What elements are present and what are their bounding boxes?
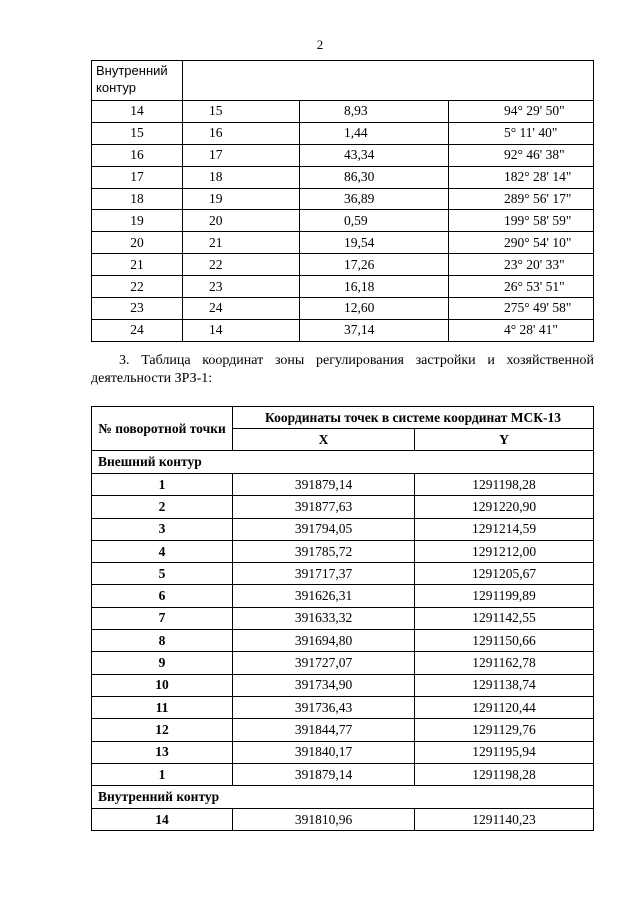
coord-y: 1291120,44 xyxy=(415,696,594,718)
coord-y: 1291198,28 xyxy=(415,474,594,496)
coordinate-row xyxy=(92,540,594,562)
coordinate-row xyxy=(92,496,594,518)
point-number: 13 xyxy=(92,741,233,763)
segment-to: 22 xyxy=(183,254,300,276)
segment-from: 24 xyxy=(92,319,183,341)
outer-contour-label: Внешний контур xyxy=(92,451,594,474)
page-number: 2 xyxy=(316,37,324,52)
section-row-empty xyxy=(183,61,594,101)
segment-row xyxy=(92,144,594,166)
segment-length: 86,30 xyxy=(300,166,449,188)
segment-row xyxy=(92,166,594,188)
coord-x: 391717,37 xyxy=(233,563,415,585)
inner-contour-row xyxy=(92,786,594,809)
segment-from: 21 xyxy=(92,254,183,276)
coord-y: 1291140,23 xyxy=(415,809,594,831)
segment-length: 43,34 xyxy=(300,144,449,166)
coordinate-row xyxy=(92,719,594,741)
coord-y: 1291214,59 xyxy=(415,518,594,540)
segment-to: 15 xyxy=(183,101,300,123)
segment-from: 20 xyxy=(92,232,183,254)
coord-x: 391785,72 xyxy=(233,540,415,562)
point-number: 8 xyxy=(92,630,233,652)
segment-from: 19 xyxy=(92,210,183,232)
segment-to: 19 xyxy=(183,188,300,210)
coord-y: 1291220,90 xyxy=(415,496,594,518)
segment-row xyxy=(92,101,594,123)
outer-contour-row xyxy=(92,451,594,474)
coordinate-row xyxy=(92,763,594,785)
coord-y: 1291212,00 xyxy=(415,540,594,562)
coord-y: 1291198,28 xyxy=(415,763,594,785)
point-number: 14 xyxy=(92,809,233,831)
point-number: 7 xyxy=(92,607,233,629)
segment-length: 17,26 xyxy=(300,254,449,276)
segment-length: 19,54 xyxy=(300,232,449,254)
section-row xyxy=(92,61,594,101)
segment-angle: 290° 54' 10" xyxy=(449,232,594,254)
point-number: 5 xyxy=(92,563,233,585)
segment-length: 36,89 xyxy=(300,188,449,210)
coordinate-row xyxy=(92,809,594,831)
segment-to: 24 xyxy=(183,298,300,320)
segment-length: 37,14 xyxy=(300,319,449,341)
inner-contour-label: Внутренний контур xyxy=(92,786,594,809)
segment-to: 20 xyxy=(183,210,300,232)
segment-angle: 92° 46' 38" xyxy=(449,144,594,166)
segment-to: 23 xyxy=(183,276,300,298)
segment-row xyxy=(92,232,594,254)
coord-x: 391736,43 xyxy=(233,696,415,718)
point-number: 1 xyxy=(92,763,233,785)
point-number: 1 xyxy=(92,474,233,496)
segment-angle: 182° 28' 14" xyxy=(449,166,594,188)
coord-x: 391879,14 xyxy=(233,763,415,785)
header-y: Y xyxy=(415,429,594,451)
coord-y: 1291195,94 xyxy=(415,741,594,763)
segment-to: 21 xyxy=(183,232,300,254)
coordinate-row xyxy=(92,696,594,718)
coordinates-table xyxy=(91,406,594,831)
segment-length: 12,60 xyxy=(300,298,449,320)
segment-length: 16,18 xyxy=(300,276,449,298)
coordinate-row xyxy=(92,563,594,585)
point-number: 6 xyxy=(92,585,233,607)
segment-length: 0,59 xyxy=(300,210,449,232)
segment-to: 18 xyxy=(183,166,300,188)
segment-row xyxy=(92,122,594,144)
segment-angle: 289° 56' 17" xyxy=(449,188,594,210)
segment-to: 17 xyxy=(183,144,300,166)
segment-to: 16 xyxy=(183,122,300,144)
point-number: 11 xyxy=(92,696,233,718)
coordinate-row xyxy=(92,652,594,674)
point-number: 2 xyxy=(92,496,233,518)
section-label: Внутренний контур xyxy=(92,61,183,101)
segment-row xyxy=(92,210,594,232)
coord-y: 1291142,55 xyxy=(415,607,594,629)
coord-x: 391810,96 xyxy=(233,809,415,831)
segment-from: 22 xyxy=(92,276,183,298)
point-number: 12 xyxy=(92,719,233,741)
segment-row xyxy=(92,254,594,276)
coord-x: 391794,05 xyxy=(233,518,415,540)
coord-y: 1291199,89 xyxy=(415,585,594,607)
coordinate-row xyxy=(92,607,594,629)
coord-y: 1291138,74 xyxy=(415,674,594,696)
coord-y: 1291162,78 xyxy=(415,652,594,674)
point-number: 10 xyxy=(92,674,233,696)
point-number: 9 xyxy=(92,652,233,674)
coordinate-row xyxy=(92,741,594,763)
caption-line-2: деятельности ЗРЗ-1: xyxy=(91,371,213,386)
coord-x: 391727,07 xyxy=(233,652,415,674)
segment-length: 1,44 xyxy=(300,122,449,144)
header-point-number: № поворотной точки xyxy=(92,407,233,451)
coord-x: 391734,90 xyxy=(233,674,415,696)
coord-x: 391844,77 xyxy=(233,719,415,741)
segment-from: 23 xyxy=(92,298,183,320)
table-caption-paragraph xyxy=(91,352,594,388)
coord-x: 391877,63 xyxy=(233,496,415,518)
segment-angle: 94° 29' 50" xyxy=(449,101,594,123)
coordinate-row xyxy=(92,474,594,496)
segment-from: 16 xyxy=(92,144,183,166)
segment-angle: 26° 53' 51" xyxy=(449,276,594,298)
coordinate-row xyxy=(92,674,594,696)
point-number: 3 xyxy=(92,518,233,540)
segment-angle: 23° 20' 33" xyxy=(449,254,594,276)
segment-angle: 275° 49' 58" xyxy=(449,298,594,320)
segment-row xyxy=(92,188,594,210)
coord-x: 391840,17 xyxy=(233,741,415,763)
segment-from: 17 xyxy=(92,166,183,188)
header-coordinates: Координаты точек в системе координат МСК-13 xyxy=(233,407,594,429)
header-x: X xyxy=(233,429,415,451)
coordinate-row xyxy=(92,518,594,540)
coord-x: 391626,31 xyxy=(233,585,415,607)
coordinate-row xyxy=(92,585,594,607)
coord-y: 1291129,76 xyxy=(415,719,594,741)
segment-row xyxy=(92,298,594,320)
segment-from: 15 xyxy=(92,122,183,144)
coordinate-row xyxy=(92,630,594,652)
segment-row xyxy=(92,276,594,298)
segment-from: 18 xyxy=(92,188,183,210)
coord-x: 391633,32 xyxy=(233,607,415,629)
segment-angle: 199° 58' 59" xyxy=(449,210,594,232)
point-number: 4 xyxy=(92,540,233,562)
segment-row xyxy=(92,319,594,341)
coord-x: 391879,14 xyxy=(233,474,415,496)
segment-angle: 5° 11' 40" xyxy=(449,122,594,144)
segment-from: 14 xyxy=(92,101,183,123)
segment-angle: 4° 28' 41" xyxy=(449,319,594,341)
coord-y: 1291205,67 xyxy=(415,563,594,585)
coord-y: 1291150,66 xyxy=(415,630,594,652)
segment-to: 14 xyxy=(183,319,300,341)
caption-line-1: 3. Таблица координат зоны регулирования застройки и хозяйственной xyxy=(119,353,594,368)
coord-x: 391694,80 xyxy=(233,630,415,652)
boundary-segments-table xyxy=(91,60,594,342)
segment-length: 8,93 xyxy=(300,101,449,123)
